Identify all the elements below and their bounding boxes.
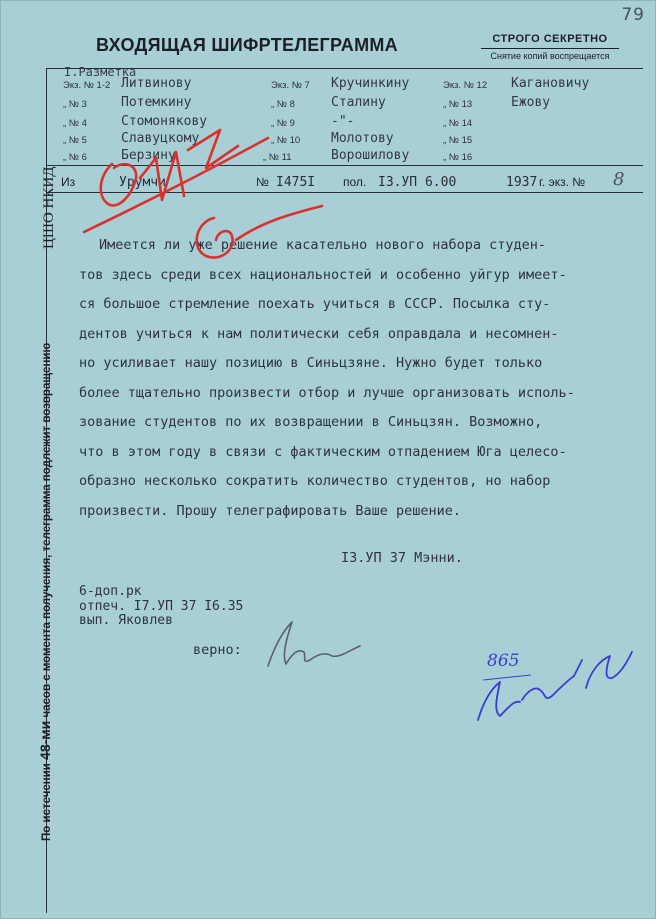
return-notice-post: часов с момента получения, телеграмма подлежит возвращению [41,342,53,718]
return-notice-pre: По истечении [41,763,53,841]
list-item: „ № 10 Молотову [271,131,394,146]
body-line: зование студентов по их возвращении в Синьцзян. Возможно, [79,414,543,430]
from-value: Урумчи [119,175,166,190]
recipient-name: Ворошилову [331,148,410,163]
copy-number: 8 [613,169,625,190]
body-line: тов здесь среди всех национальностей и особенно уйгур имеет- [79,266,567,283]
list-item: Экз. № 1-2 Литвинову [63,76,192,91]
signature: I3.УП 37 Мэнни. [341,550,463,566]
list-item: Экз. № 7 Кручинкину [271,76,410,91]
footer-line: отпеч. I7.УП 37 I6.35 [79,598,244,614]
return-notice-hours: 48-ми [37,720,53,760]
body-line: более тщательно произвести отбор и лучше организовать исполь- [79,384,575,401]
recipient-name: -"- [331,114,355,129]
recipient-name: Берзину [121,148,176,163]
recipient-name: Стомонякову [121,114,208,129]
recipient-name: Кагановичу [511,76,590,91]
recipient-name: Молотову [331,131,394,146]
document-title: ВХОДЯЩАЯ ШИФРТЕЛЕГРАММА [96,35,398,55]
list-item: „ № 5 Славуцкому [63,131,200,146]
received-label: пол. [343,175,367,189]
list-item: „ № 15 [443,135,473,146]
received-value: I3.УП 6.00 [378,175,457,190]
list-item: „ № 6 Берзину [63,148,176,163]
recipient-name: Кручинкину [331,76,410,91]
secret-label: СТРОГО СЕКРЕТНО [492,33,608,45]
recipient-name: Сталину [331,95,386,110]
return-notice [37,161,53,841]
body-line: но усиливает нашу позицию в Синьцзяне. Нужно будет только [79,355,543,371]
body-line: ся большое стремление поехать учиться в СССР. Посылка сту- [79,296,551,312]
registration-underline [483,674,531,680]
body-line: образно несколько сократить количество студентов, но набор [79,473,551,489]
from-label: Из [61,175,76,189]
registration-number: 865 [487,651,520,671]
body-line: произвести. Прошу телеграфировать Ваше решение. [79,502,462,519]
list-item: „ № 8 Сталину [271,95,386,110]
body-line: что в этом году в связи с фактическим отпадением Юга целесо- [79,443,567,460]
list-item: „ № 16 [443,152,473,163]
recipient-name: Потемкину [121,95,192,110]
list-item: „ № 3 Потемкину [63,95,192,110]
copy-label: г. экз. № [539,175,586,189]
list-item: „ № 13 Ежову [443,95,551,110]
number-value: I475I [276,175,316,190]
footer-line: вып. Яковлев [79,613,173,628]
distribution-header: I.Разметка [64,65,137,79]
recipient-name: Ежову [511,95,551,110]
footer-line: 6-доп.рк [79,584,142,599]
list-item: Экз. № 12 Кагановичу [443,76,590,91]
recipient-name: Славуцкому [121,131,200,146]
body-line: дентов учиться к нам политически себя оправдала и несомнен- [79,325,559,342]
archive-page-number: 79 [621,5,645,25]
secret-note: Снятие копий воспрещается [490,51,610,61]
secret-divider [481,48,619,49]
telegram-body [79,231,639,526]
footer-block [79,585,243,629]
year-value: 1937 [506,175,538,190]
list-item: „ № 14 [443,118,473,129]
department-label: ЦШО НКИД [41,166,57,249]
distribution-rule [46,165,643,166]
number-label: № [256,175,269,189]
body-line: Имеется ли уже решение касательно нового набора студен- [99,237,547,253]
verification-label: верно: [193,642,242,658]
recipient-name: Литвинову [121,76,192,91]
secrecy-stamp [475,33,625,61]
list-item: „ № 4 Стомонякову [63,114,208,129]
list-item: „ № 11 Ворошилову [263,148,410,163]
dispatch-rule [46,192,643,193]
list-item: „ № 9 -"- [271,114,355,129]
